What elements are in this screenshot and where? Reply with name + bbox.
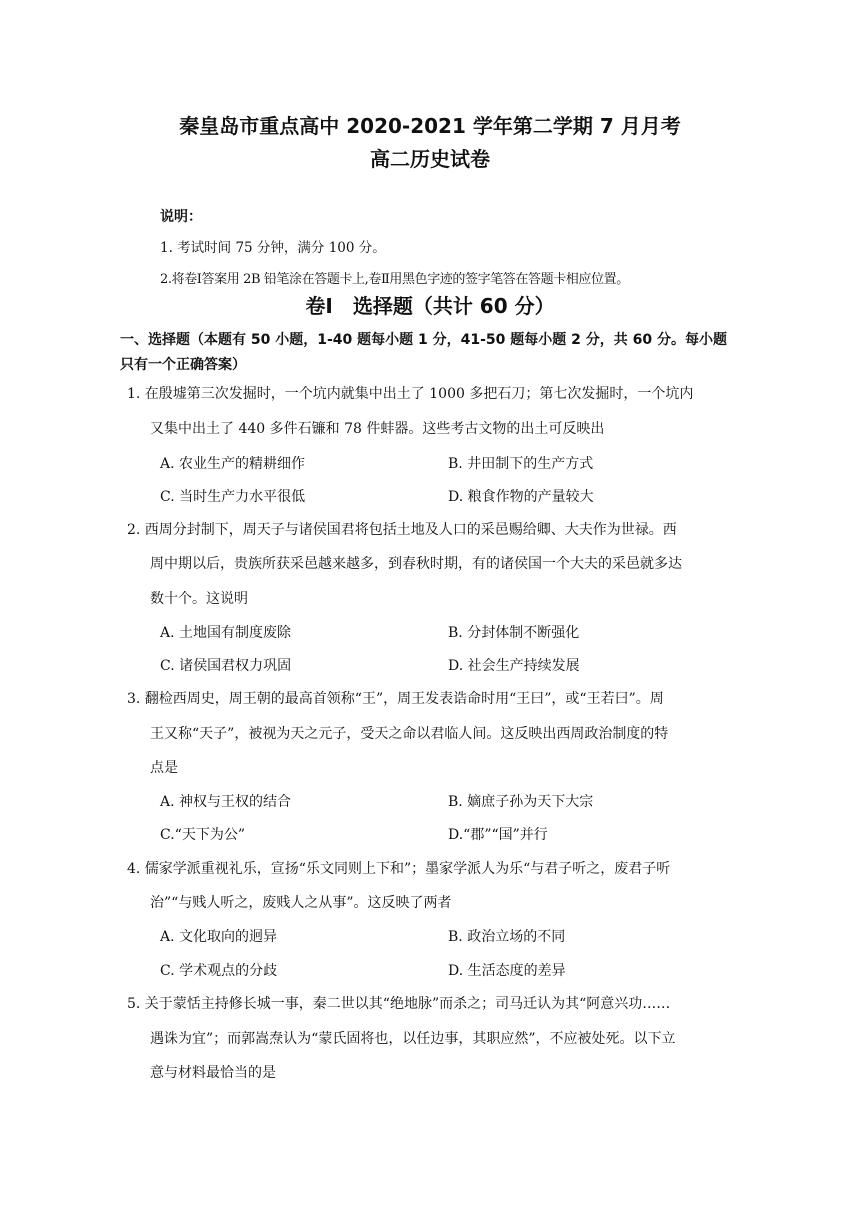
question-4-option-c: C. 学术观点的分歧	[160, 963, 278, 979]
question-1-line-1: 1. 在殷墟第三次发掘时，一个坑内就集中出土了 1000 多把石刀；第七次发掘时，一个坑内	[127, 386, 694, 402]
exam-subtitle: 高二历史试卷	[370, 147, 490, 171]
question-3-option-a: A. 神权与王权的结合	[160, 794, 292, 810]
question-1-line-2: 又集中出土了 440 多件石镰和 78 件蚌器。这些考古文物的出土可反映出	[150, 421, 605, 437]
section-instructions: 一、选择题（本题有 50 小题，1-40 题每小题 1 分，41-50 题每小题 2 分，共 60 分。每小题只有一个正确答案）	[120, 332, 727, 373]
question-2-option-a: A. 土地国有制度废除	[160, 625, 292, 641]
question-2-line-2: 周中期以后，贵族所获采邑越来越多，到春秋时期，有的诸侯国一个大夫的采邑就多达	[150, 556, 682, 572]
question-4-line-2: 治”“与贱人听之，废贱人之从事”。这反映了两者	[150, 895, 452, 911]
question-2-option-c: C. 诸侯国君权力巩固	[160, 658, 292, 674]
question-3-option-b: B. 嫡庶子孙为天下大宗	[448, 794, 594, 810]
question-1-option-c: C. 当时生产力水平很低	[160, 489, 306, 505]
note-item-time: 1. 考试时间 75 分钟，满分 100 分。	[160, 240, 386, 256]
question-1-option-d: D. 粮食作物的产量较大	[448, 489, 594, 505]
question-2-option-d: D. 社会生产持续发展	[448, 658, 580, 674]
question-3-line-3: 点是	[150, 760, 178, 776]
question-1-option-a: A. 农业生产的精耕细作	[160, 456, 306, 472]
question-2-option-b: B. 分封体制不断强化	[448, 625, 580, 641]
question-5-line-3: 意与材料最恰当的是	[150, 1065, 276, 1081]
question-3-option-d: D.“郡”“国”并行	[448, 827, 548, 843]
question-1-option-b: B. 井田制下的生产方式	[448, 456, 594, 472]
question-4-option-b: B. 政治立场的不同	[448, 929, 566, 945]
question-5-line-2: 遇诛为宜”；而郭嵩焘认为“蒙氏固将也，以任边事，其职应然”，不应被处死。以下立	[150, 1031, 676, 1047]
notes-heading: 说明：	[160, 209, 202, 225]
question-4-option-d: D. 生活态度的差异	[448, 963, 566, 979]
question-5-line-1: 5. 关于蒙恬主持修长城一事，秦二世以其“绝地脉”而杀之；司马迁认为其“阿意兴功……	[127, 996, 671, 1012]
question-2-line-3: 数十个。这说明	[150, 591, 248, 607]
part-one-title: 卷Ⅰ 选择题（共计 60 分）	[305, 294, 555, 318]
question-2-line-1: 2. 西周分封制下，周天子与诸侯国君将包括土地及人口的采邑赐给卿、大夫作为世禄。西	[127, 522, 677, 538]
question-4-option-a: A. 文化取向的迥异	[160, 929, 278, 945]
exam-title: 秦皇岛市重点高中 2020-2021 学年第二学期 7 月月考	[179, 114, 681, 138]
question-4-line-1: 4. 儒家学派重视礼乐，宣扬“乐文同则上下和”；墨家学派人为乐“与君子听之，废君子听	[127, 861, 671, 877]
question-3-line-2: 王又称“天子”，被视为天之元子，受天之命以君临人间。这反映出西周政治制度的特	[150, 726, 669, 742]
note-item-answer-sheet: 2.将卷Ⅰ答案用 2B 铅笔涂在答题卡上,卷Ⅱ用黑色字迹的签字笔答在答题卡相应位置。	[160, 272, 629, 287]
question-3-option-c: C.“天下为公”	[160, 827, 245, 843]
question-3-line-1: 3. 翻检西周史，周王朝的最高首领称“王”，周王发表诰命时用“王曰”，或“王若曰”。周	[127, 691, 664, 707]
